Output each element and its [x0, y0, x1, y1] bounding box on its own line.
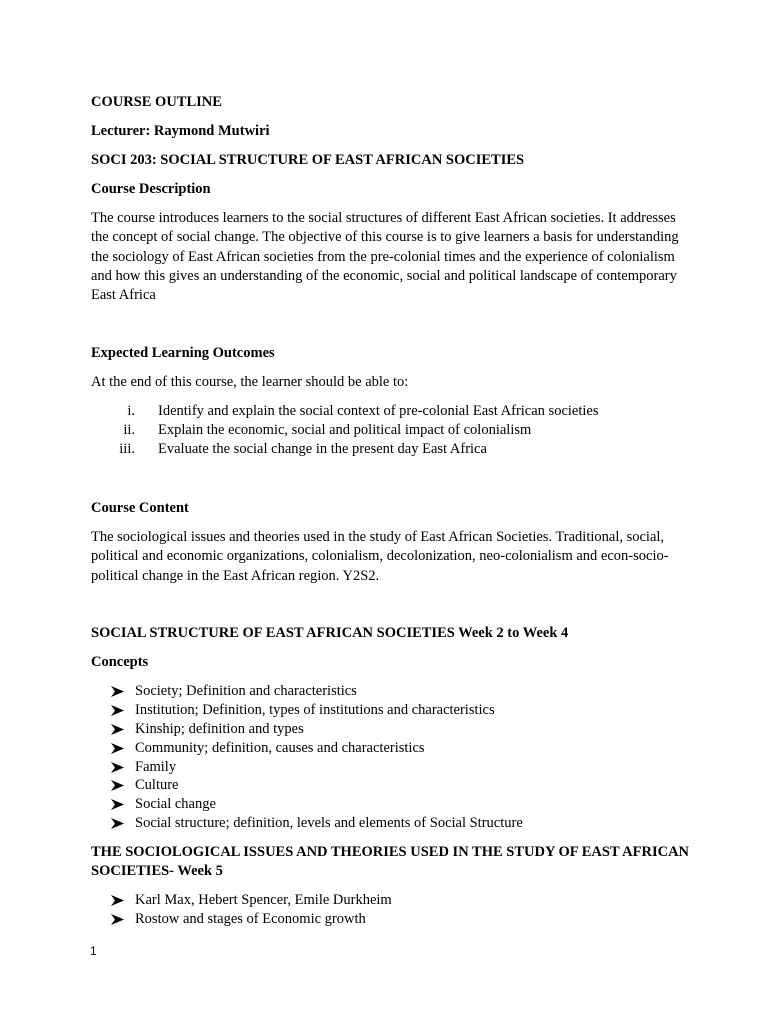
arrow-bullet-icon	[111, 743, 124, 754]
list-item	[91, 776, 691, 795]
arrow-bullet-icon	[111, 705, 124, 716]
page-number: 1	[90, 944, 97, 958]
outcome-item	[91, 402, 691, 421]
document-title: COURSE OUTLINE	[91, 94, 222, 110]
concepts-heading: Concepts	[91, 654, 149, 670]
content-heading: Course Content	[91, 500, 189, 516]
description-paragraph: The course introduces learners to the social structures of different East African societies. It addresses the concept of social change. The objective of this course is to give learners a basis for understanding the sociology of East African societies from the pre-colonial times and the experience of colonialism and how this gives an understanding of the economic, social and political landscape of contemporary East Africa	[91, 210, 679, 304]
outcome-number: iii.	[119, 441, 135, 457]
theorist-text: Rostow and stages of Economic growth	[135, 910, 366, 927]
arrow-bullet-icon	[111, 724, 124, 735]
concepts-list	[91, 682, 691, 833]
concept-text: Culture	[135, 777, 179, 794]
concept-text: Social change	[135, 796, 216, 813]
arrow-bullet-icon	[111, 686, 124, 697]
concept-text: Social structure; definition, levels and elements of Social Structure	[135, 815, 523, 832]
arrow-bullet-icon	[111, 780, 124, 791]
concept-text: Society; Definition and characteristics	[135, 683, 357, 699]
outcomes-heading: Expected Learning Outcomes	[91, 345, 275, 361]
lecturer-line: Lecturer: Raymond Mutwiri	[91, 123, 270, 139]
section1-heading: SOCIAL STRUCTURE OF EAST AFRICAN SOCIETIES Week 2 to Week 4	[91, 625, 569, 641]
outcome-number: ii.	[123, 422, 135, 438]
description-heading: Course Description	[91, 181, 211, 197]
outcomes-intro: At the end of this course, the learner should be able to:	[91, 374, 409, 390]
list-item	[91, 814, 691, 833]
theorists-list	[91, 891, 691, 929]
outcome-number: i.	[127, 403, 135, 419]
section2-heading: THE SOCIOLOGICAL ISSUES AND THEORIES USED IN THE STUDY OF EAST AFRICAN SOCIETIES- Week 5	[91, 844, 690, 880]
list-item	[91, 739, 691, 758]
concept-text: Community; definition, causes and characteristics	[135, 739, 425, 756]
outcome-item	[91, 440, 691, 459]
course-code-title: SOCI 203: SOCIAL STRUCTURE OF EAST AFRICAN SOCIETIES	[91, 152, 525, 168]
concept-text: Kinship; definition and types	[135, 720, 304, 737]
outcome-text: Explain the economic, social and political impact of colonialism	[158, 422, 532, 438]
arrow-bullet-icon	[111, 818, 124, 829]
outcomes-list	[91, 402, 691, 459]
concept-text: Family	[135, 758, 177, 775]
arrow-bullet-icon	[111, 914, 124, 925]
list-item	[91, 910, 691, 929]
concept-text: Institution; Definition, types of institutions and characteristics	[135, 701, 495, 718]
content-paragraph: The sociological issues and theories used in the study of East African Societies. Traditional, social, political and economic organizations, colonialism, decolonization, neo-colonialism and econ-socio-political change in the East African region. Y2S2.	[91, 529, 669, 584]
outcome-text: Evaluate the social change in the present day East Africa	[158, 441, 487, 457]
list-item	[91, 795, 691, 814]
list-item	[91, 758, 691, 777]
arrow-bullet-icon	[111, 762, 124, 773]
outcome-text: Identify and explain the social context of pre-colonial East African societies	[158, 403, 599, 419]
arrow-bullet-icon	[111, 799, 124, 810]
list-item	[91, 891, 691, 910]
list-item	[91, 682, 691, 701]
list-item	[91, 701, 691, 720]
theorist-text: Karl Max, Hebert Spencer, Emile Durkheim	[135, 892, 392, 908]
outcome-item	[91, 421, 691, 440]
arrow-bullet-icon	[111, 895, 124, 906]
list-item	[91, 720, 691, 739]
